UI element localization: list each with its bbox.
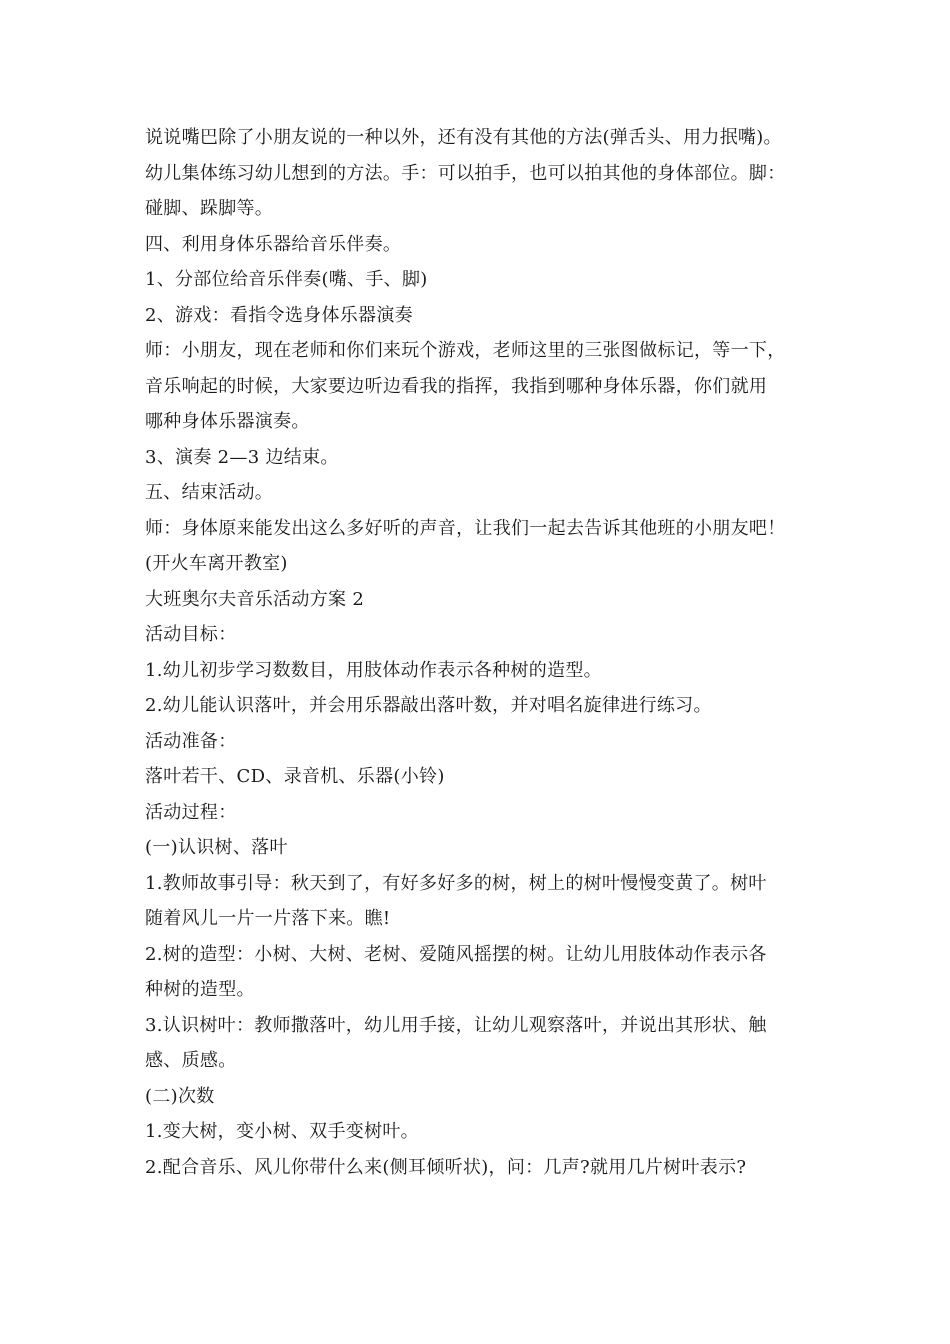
text-line: 幼儿集体练习幼儿想到的方法。手：可以拍手，也可以拍其他的身体部位。脚： — [145, 162, 786, 184]
list-item: 1.变大树，变小树、双手变树叶。 — [145, 1121, 419, 1142]
document-body — [145, 120, 825, 1185]
text-line: 师：身体原来能发出这么多好听的声音，让我们一起去告诉其他班的小朋友吧！ — [145, 517, 786, 539]
text-line: 碰脚、跺脚等。 — [145, 198, 274, 219]
list-item: 2.树的造型：小树、大树、老树、爱随风摇摆的树。让幼儿用肢体动作表示各 — [145, 943, 767, 965]
list-item: 1.幼儿初步学习数数目，用肢体动作表示各种树的造型。 — [145, 659, 602, 681]
list-item: 1.教师故事引导：秋天到了，有好多好多的树，树上的树叶慢慢变黄了。树叶 — [145, 872, 767, 894]
section-heading: 活动过程： — [145, 801, 237, 823]
document-title: 大班奥尔夫音乐活动方案 2 — [145, 588, 365, 610]
section-heading: 四、利用身体乐器给音乐伴奏。 — [145, 233, 402, 255]
section-heading: 五、结束活动。 — [145, 482, 274, 503]
subsection-heading: (二)次数 — [145, 1085, 215, 1107]
subsection-heading: (一)认识树、落叶 — [145, 837, 288, 858]
list-item: 2、游戏：看指令选身体乐器演奏 — [145, 304, 413, 326]
section-heading: 活动目标： — [145, 624, 237, 645]
list-item: 3.认识树叶：教师撒落叶，幼儿用手接，让幼儿观察落叶，并说出其形状、触 — [145, 1014, 767, 1036]
text-line: 音乐响起的时候，大家要边听边看我的指挥，我指到哪种身体乐器，你们就用 — [145, 375, 768, 397]
text-line: 感、质感。 — [145, 1050, 237, 1071]
text-line: 种树的造型。 — [145, 979, 255, 1000]
list-item: 3、演奏 2—3 边结束。 — [145, 446, 339, 468]
text-line: (开火车离开教室) — [145, 553, 288, 574]
text-line: 师：小朋友，现在老师和你们来玩个游戏，老师这里的三张图做标记，等一下， — [145, 340, 786, 361]
list-item: 2.配合音乐、风儿你带什么来(侧耳倾听状)，问：几声?就用几片树叶表示? — [145, 1156, 747, 1178]
text-line: 说说嘴巴除了小朋友说的一种以外，还有没有其他的方法(弹舌头、用力抿嘴)。 — [145, 127, 782, 148]
list-item: 1、分部位给音乐伴奏(嘴、手、脚) — [145, 269, 428, 290]
list-item: 2.幼儿能认识落叶，并会用乐器敲出落叶数，并对唱名旋律进行练习。 — [145, 695, 712, 716]
text-line: 哪种身体乐器演奏。 — [145, 411, 310, 432]
text-line: 随着风儿一片一片落下来。瞧! — [145, 908, 391, 929]
section-heading: 活动准备： — [145, 730, 237, 752]
text-line: 落叶若干、CD、录音机、乐器(小铃) — [145, 766, 445, 787]
